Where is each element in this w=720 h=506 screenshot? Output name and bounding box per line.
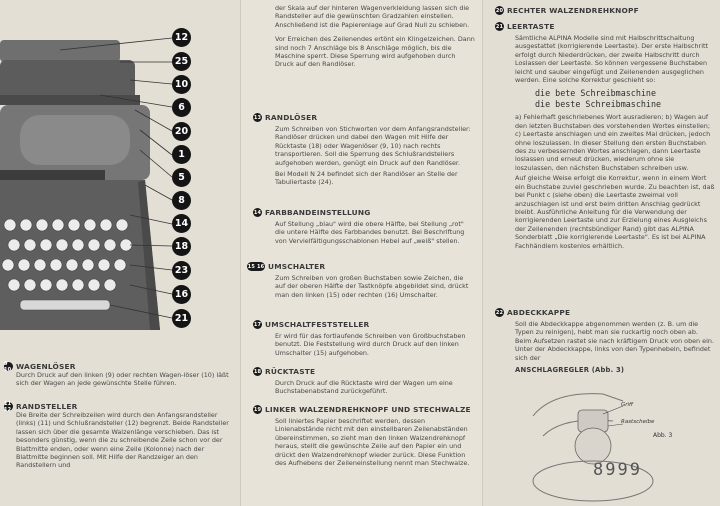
section-rucktaste: [253, 367, 475, 396]
section-text: Auf Stellung „blau" wird die obere Hälfte, bei Stellung „rot" die untere Hälfte des Farbbandes benutzt. Bei Beschriftung von Vervielfältigungsschablonen Hebel auf „weiß" stellen.: [275, 220, 465, 245]
column-middle: [240, 0, 483, 506]
section-number: 15 16: [247, 263, 265, 270]
section-linker-walzendrehknopf: [253, 405, 475, 467]
section-title: RANDLÖSER: [265, 113, 318, 122]
typewriter-illustration: [0, 0, 240, 355]
callout-10: 18: [172, 237, 191, 256]
section-text: Durch Druck auf den linken (9) oder rechten Wagen-löser (10) läßt sich der Wagen an jede gewünschte Stelle führen.: [16, 371, 229, 388]
section-text: Soll die Abdeckkappe abgenommen werden (z. B. um die Typen zu reinigen), hebt man sie ruckartig noch oben ab. Beim Aufsetzen rastet sie nach kräftigem Druck von oben ein. Unter der Abdeckkappe, links von den Typenhebeln, befindet sich der: [515, 320, 714, 362]
section-title: LINKER WALZENDREHKNOPF UND STECHWALZE: [265, 405, 471, 414]
correction-steps: a) Fehlerhaft geschriebenes Wort ausradieren; b) Wagen auf den letzten Buchstaben des vorstehenden Wortes einstellen; c) Leertaste anschlagen und ein zweites Mal drücken, jedoch ohne loszulassen. In dieser Stellung den ersten Buchstaben des zu verbessernden Wortes anschlagen, dann Leertaste loslassen und erneut drücken, wiederum ohne sie loszulassen, den nächsten Buchstaben schreiben usw.: [515, 113, 711, 172]
section-leertaste: [495, 22, 715, 250]
section-title: FARBBANDEINSTELLUNG: [265, 208, 371, 217]
section-text: Die Breite der Schreibzeilen wird durch den Anfangsrandsteller (links) (11) und Schlußrandsteller (12) begrenzt. Beide Randsteller lassen sich über die gesamte Walzenlänge verschieben. Das ist besonders günstig, wenn die zu schreibende Zeile schon vor der Blattmitte enden, oder wenn eine Zeile (Kolonne) nach der Blattmitte beginnen soll. Mit Hilfe der Randzeiger an den Randstellern und: [16, 411, 229, 470]
dial-digits: 8999: [593, 460, 642, 480]
section-text-2: Bei Modell N 24 befindet sich der Randlöser an Stelle der Tabuliertaste (24).: [275, 170, 458, 187]
section-rechter-walzendrehknopf: [495, 6, 715, 15]
section-title: RÜCKTASTE: [265, 367, 316, 376]
callout-3: 10: [172, 75, 191, 94]
callout-8: 8: [172, 191, 191, 210]
callout-12: 16: [172, 285, 191, 304]
section-text: Sämtliche ALPINA Modelle sind mit Halbschrittschaltung ausgestattet (korrigierende Leertaste). Der erste Halbschritt erfolgt durch Niederdrücken, der zweite Halbschritt durch Loslassen der Leertaste. So können vergessene Buchstaben leicht und sauber eingefügt und Zeilenenden ausgeglichen werden. Eine solche Korrektur geschieht so:: [515, 34, 708, 85]
label-rastscheibe: Rastscheibe: [621, 419, 655, 425]
section-title: RECHTER WALZENDREHKNOPF: [507, 6, 639, 15]
section-number: 20: [495, 7, 504, 14]
section-number: 14: [253, 209, 262, 216]
callout-9: 14: [172, 214, 191, 233]
section-title: ABDECKKAPPE: [507, 308, 571, 317]
section-text: Durch Druck auf die Rücktaste wird der Wagen um eine Buchstabenabstand zurückgeführt.: [275, 379, 453, 396]
callout-1: 12: [172, 28, 191, 47]
label-griff: Griff: [621, 402, 634, 408]
section-farbband: [253, 208, 475, 245]
section-number: 9 10: [4, 360, 12, 373]
section-text: Er wird für das fortlaufende Schreiben von Großbuchstaben benutzt. Die Feststellung wird durch Druck auf den linken Umschalter (15) aufgehoben.: [275, 332, 466, 357]
section-randsteller: [4, 402, 230, 470]
section-abdeckkappe: [495, 308, 715, 374]
section-title: WAGENLÖSER: [16, 362, 76, 371]
anschlagregler-title: ANSCHLAGREGLER (Abb. 3): [515, 366, 625, 375]
column-right: [482, 0, 720, 506]
intro-text: der Skala auf der hinteren Wagenverkleidung lassen sich die Randsteller auf die gewünschten Gradzahlen einstellen. Anschließend ist die Papierenlage auf Grad Null zu schieben.: [275, 4, 470, 29]
section-number: 18: [253, 368, 262, 375]
section-text: Soll liniertes Papier beschriftet werden, dessen Linienabstände nicht mit den einstellbaren Zeilenabständen übereinstimmen, so zieht man den linken Walzendrehknopf heraus, stellt die gewünschte Zeile auf den Papier ein und drückt den Walzendrehknopf wieder zurück. Diese Funktion des Aufhebens der Zeileneinstellung nennt man Stechwalze.: [275, 417, 470, 468]
typed-example-correct: die beste Schreibmaschine: [535, 99, 662, 110]
section-text-2: Auf gleiche Weise erfolgt die Korrektur, wenn in einem Wort ein Buchstabe zuviel geschrieben wurde. Zu beachten ist, daß bei Punkt c (siehe oben) die Leertaste zweimal voll anzuschlagen ist und erst beim dritten Anschlag gedrückt bleibt. Ausführliche Anleitung für die Verwendung der korrigierenden Leertaste und zur Erzielung eines Ausgleichs der Zeilenenden (rechtsbündiger Rand) gibt das ALPINA Sonderblatt „Die korrigierende Leertaste". Es ist bei ALPINA Fachhändlern kostenlos erhältlich.: [515, 174, 715, 250]
section-feststeller: [253, 320, 475, 357]
section-number: 19: [253, 406, 262, 413]
section-title: UMSCHALTER: [268, 262, 326, 271]
section-title: LEERTASTE: [507, 22, 555, 31]
callout-11: 23: [172, 261, 191, 280]
section-number: 17: [253, 321, 262, 328]
figure-anschlagregler: [523, 386, 693, 506]
callout-6: 1: [172, 145, 191, 164]
section-text: Zum Schreiben von Stichworten vor dem Anfangsrandsteller: Randlöser drücken und dabei den Wagen mit Hilfe der Rücktaste (18) oder Wagenlöser (9, 10) nach rechts transportieren. Soll die Sperrung des Schlußrandstellers aufgehoben werden, genügt ein Druck auf den Randlöser.: [275, 125, 471, 167]
column-left: [0, 0, 240, 506]
figure-caption: Abb. 3: [653, 432, 673, 439]
callout-2: 25: [172, 52, 191, 71]
section-number: 22: [495, 309, 504, 316]
section-title: UMSCHALTFESTSTELLER: [265, 320, 370, 329]
section-title: RANDSTELLER: [16, 402, 78, 411]
section-umschalter: [247, 262, 475, 299]
section-randloser: [253, 113, 475, 187]
callout-5: 20: [172, 122, 191, 141]
callout-7: 5: [172, 168, 191, 187]
typed-example-wrong: die bete Schreibmaschine: [535, 88, 657, 99]
section-number: 21: [495, 23, 504, 30]
section-number: 13: [253, 114, 262, 121]
callout-4: 6: [172, 98, 191, 117]
section-number: 11 12: [4, 400, 12, 413]
intro-text-2: Vor Erreichen des Zeilenendes ertönt ein Klingelzeichen. Dann sind noch 7 Anschläge bis 8 Anschläge möglich, bis die Maschine sperrt. Diese Sperrung wird aufgehoben durch Druck auf den Randlöser.: [275, 35, 475, 69]
callout-13: 21: [172, 309, 191, 328]
section-wagenloser: [4, 362, 230, 388]
section-text: Zum Schreiben von großen Buchstaben sowie Zeichen, die auf der oberen Hälfte der Tastknöpfe abgebildet sind, drückt man den linken (15) oder rechten (16) Umschalter.: [275, 274, 469, 299]
